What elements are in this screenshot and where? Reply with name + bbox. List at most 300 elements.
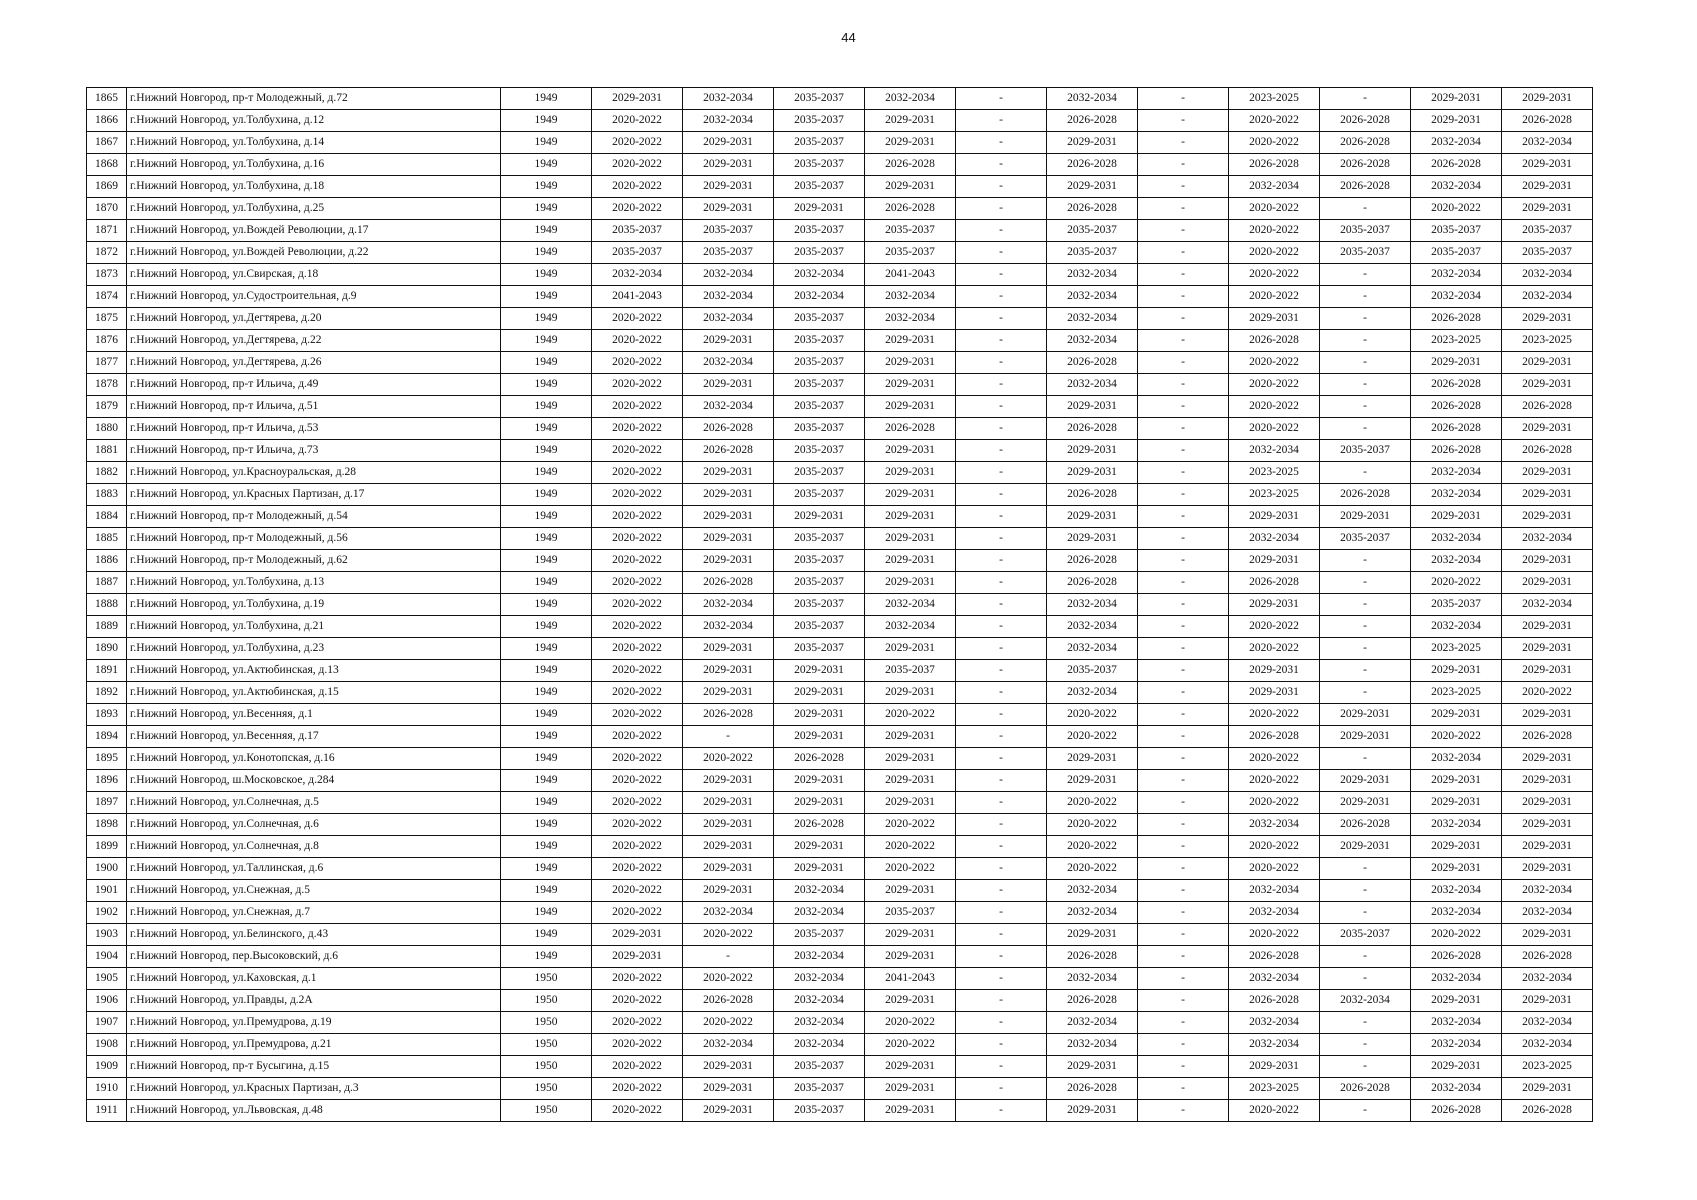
- period-cell: -: [956, 968, 1047, 990]
- build-year-cell: 1949: [501, 418, 592, 440]
- period-cell: -: [1320, 1034, 1411, 1056]
- period-cell: -: [1138, 660, 1229, 682]
- period-cell: 2029-2031: [683, 638, 774, 660]
- period-cell: 2026-2028: [1047, 110, 1138, 132]
- period-cell: -: [956, 374, 1047, 396]
- row-number-cell: 1870: [87, 198, 127, 220]
- period-cell: 2032-2034: [1502, 902, 1593, 924]
- period-cell: 2020-2022: [592, 594, 683, 616]
- period-cell: -: [1320, 308, 1411, 330]
- period-cell: -: [956, 154, 1047, 176]
- period-cell: -: [1138, 726, 1229, 748]
- period-cell: 2032-2034: [1502, 880, 1593, 902]
- period-cell: 2032-2034: [1411, 880, 1502, 902]
- period-cell: 2035-2037: [592, 220, 683, 242]
- row-number-cell: 1898: [87, 814, 127, 836]
- period-cell: -: [1138, 858, 1229, 880]
- period-cell: 2029-2031: [774, 198, 865, 220]
- row-number-cell: 1880: [87, 418, 127, 440]
- address-cell: г.Нижний Новгород, ул.Дегтярева, д.20: [127, 308, 501, 330]
- period-cell: 2020-2022: [592, 616, 683, 638]
- period-cell: 2032-2034: [774, 902, 865, 924]
- build-year-cell: 1949: [501, 814, 592, 836]
- address-cell: г.Нижний Новгород, пр-т Бусыгина, д.15: [127, 1056, 501, 1078]
- period-cell: 2032-2034: [1411, 462, 1502, 484]
- period-cell: -: [956, 770, 1047, 792]
- period-cell: 2029-2031: [592, 946, 683, 968]
- period-cell: -: [1320, 638, 1411, 660]
- period-cell: 2029-2031: [1411, 704, 1502, 726]
- period-cell: 2026-2028: [1502, 1100, 1593, 1122]
- period-cell: -: [1320, 748, 1411, 770]
- period-cell: 2029-2031: [1320, 506, 1411, 528]
- period-cell: 2023-2025: [1411, 330, 1502, 352]
- period-cell: 2032-2034: [1411, 902, 1502, 924]
- period-cell: -: [956, 682, 1047, 704]
- period-cell: 2032-2034: [865, 286, 956, 308]
- period-cell: 2032-2034: [1502, 132, 1593, 154]
- period-cell: 2026-2028: [1411, 418, 1502, 440]
- period-cell: 2020-2022: [1229, 792, 1320, 814]
- build-year-cell: 1949: [501, 308, 592, 330]
- period-cell: 2032-2034: [1411, 748, 1502, 770]
- period-cell: 2032-2034: [683, 308, 774, 330]
- period-cell: -: [1138, 880, 1229, 902]
- period-cell: 2020-2022: [1229, 132, 1320, 154]
- period-cell: 2032-2034: [1229, 880, 1320, 902]
- period-cell: 2029-2031: [865, 550, 956, 572]
- period-cell: 2035-2037: [1411, 594, 1502, 616]
- table-row: [87, 550, 1593, 572]
- period-cell: 2035-2037: [774, 1100, 865, 1122]
- period-cell: 2029-2031: [774, 792, 865, 814]
- period-cell: 2026-2028: [1047, 418, 1138, 440]
- period-cell: -: [1138, 968, 1229, 990]
- period-cell: 2020-2022: [592, 352, 683, 374]
- period-cell: 2035-2037: [774, 330, 865, 352]
- period-cell: 2020-2022: [1229, 286, 1320, 308]
- period-cell: -: [956, 330, 1047, 352]
- period-cell: -: [956, 990, 1047, 1012]
- period-cell: 2020-2022: [1229, 638, 1320, 660]
- period-cell: -: [956, 638, 1047, 660]
- period-cell: 2032-2034: [1411, 132, 1502, 154]
- period-cell: 2020-2022: [1229, 264, 1320, 286]
- period-cell: 2023-2025: [1502, 1056, 1593, 1078]
- table-row: [87, 814, 1593, 836]
- period-cell: 2032-2034: [774, 968, 865, 990]
- period-cell: 2020-2022: [1229, 396, 1320, 418]
- period-cell: 2026-2028: [683, 418, 774, 440]
- build-year-cell: 1949: [501, 88, 592, 110]
- period-cell: 2029-2031: [1047, 440, 1138, 462]
- period-cell: 2029-2031: [683, 198, 774, 220]
- period-cell: -: [1320, 198, 1411, 220]
- period-cell: -: [956, 506, 1047, 528]
- period-cell: 2029-2031: [1320, 704, 1411, 726]
- period-cell: 2032-2034: [1047, 1012, 1138, 1034]
- address-cell: г.Нижний Новгород, пр-т Молодежный, д.56: [127, 528, 501, 550]
- address-cell: г.Нижний Новгород, ул.Дегтярева, д.26: [127, 352, 501, 374]
- address-cell: г.Нижний Новгород, ул.Толбухина, д.12: [127, 110, 501, 132]
- period-cell: 2029-2031: [1502, 550, 1593, 572]
- period-cell: -: [1138, 1078, 1229, 1100]
- period-cell: -: [1138, 682, 1229, 704]
- build-year-cell: 1949: [501, 682, 592, 704]
- period-cell: -: [956, 660, 1047, 682]
- period-cell: 2020-2022: [865, 1012, 956, 1034]
- period-cell: 2020-2022: [592, 814, 683, 836]
- period-cell: 2032-2034: [1411, 1012, 1502, 1034]
- address-cell: г.Нижний Новгород, ул.Правды, д.2А: [127, 990, 501, 1012]
- row-number-cell: 1882: [87, 462, 127, 484]
- period-cell: -: [1320, 374, 1411, 396]
- build-year-cell: 1949: [501, 528, 592, 550]
- address-cell: г.Нижний Новгород, ул.Актюбинская, д.13: [127, 660, 501, 682]
- period-cell: 2029-2031: [683, 858, 774, 880]
- period-cell: 2026-2028: [1320, 814, 1411, 836]
- row-number-cell: 1883: [87, 484, 127, 506]
- period-cell: 2029-2031: [774, 836, 865, 858]
- period-cell: 2035-2037: [774, 1056, 865, 1078]
- period-cell: 2029-2031: [1502, 638, 1593, 660]
- period-cell: -: [1320, 946, 1411, 968]
- period-cell: 2026-2028: [1411, 308, 1502, 330]
- period-cell: 2029-2031: [865, 506, 956, 528]
- period-cell: 2032-2034: [1047, 264, 1138, 286]
- period-cell: 2032-2034: [1047, 880, 1138, 902]
- period-cell: -: [1138, 154, 1229, 176]
- period-cell: -: [1320, 858, 1411, 880]
- period-cell: 2029-2031: [865, 748, 956, 770]
- period-cell: 2029-2031: [683, 682, 774, 704]
- period-cell: 2023-2025: [1229, 1078, 1320, 1100]
- period-cell: -: [956, 704, 1047, 726]
- period-cell: 2026-2028: [1047, 484, 1138, 506]
- row-number-cell: 1911: [87, 1100, 127, 1122]
- period-cell: 2032-2034: [683, 1034, 774, 1056]
- period-cell: 2029-2031: [1411, 352, 1502, 374]
- period-cell: 2029-2031: [1229, 506, 1320, 528]
- period-cell: 2026-2028: [865, 198, 956, 220]
- period-cell: 2032-2034: [1502, 264, 1593, 286]
- period-cell: 2032-2034: [865, 616, 956, 638]
- period-cell: 2020-2022: [1229, 110, 1320, 132]
- period-cell: 2035-2037: [865, 902, 956, 924]
- period-cell: 2032-2034: [1229, 1034, 1320, 1056]
- period-cell: 2029-2031: [1411, 858, 1502, 880]
- period-cell: 2035-2037: [774, 418, 865, 440]
- period-cell: 2020-2022: [592, 462, 683, 484]
- period-cell: -: [956, 858, 1047, 880]
- period-cell: 2029-2031: [865, 396, 956, 418]
- row-number-cell: 1888: [87, 594, 127, 616]
- period-cell: 2026-2028: [1320, 110, 1411, 132]
- period-cell: 2029-2031: [1047, 748, 1138, 770]
- period-cell: 2029-2031: [1502, 506, 1593, 528]
- period-cell: 2020-2022: [592, 1012, 683, 1034]
- row-number-cell: 1867: [87, 132, 127, 154]
- build-year-cell: 1949: [501, 330, 592, 352]
- period-cell: 2029-2031: [1411, 660, 1502, 682]
- period-cell: 2032-2034: [1229, 440, 1320, 462]
- period-cell: -: [956, 726, 1047, 748]
- period-cell: -: [1138, 506, 1229, 528]
- build-year-cell: 1949: [501, 132, 592, 154]
- period-cell: -: [1138, 220, 1229, 242]
- build-year-cell: 1949: [501, 594, 592, 616]
- period-cell: 2026-2028: [683, 990, 774, 1012]
- build-year-cell: 1949: [501, 352, 592, 374]
- period-cell: 2026-2028: [1047, 154, 1138, 176]
- build-year-cell: 1949: [501, 242, 592, 264]
- address-cell: г.Нижний Новгород, ул.Снежная, д.5: [127, 880, 501, 902]
- period-cell: 2029-2031: [1411, 110, 1502, 132]
- table-row: [87, 1056, 1593, 1078]
- period-cell: 2020-2022: [1229, 858, 1320, 880]
- period-cell: -: [956, 242, 1047, 264]
- period-cell: 2023-2025: [1229, 484, 1320, 506]
- period-cell: 2029-2031: [683, 132, 774, 154]
- build-year-cell: 1949: [501, 880, 592, 902]
- table-row: [87, 836, 1593, 858]
- period-cell: 2029-2031: [1502, 462, 1593, 484]
- build-year-cell: 1949: [501, 286, 592, 308]
- period-cell: 2029-2031: [683, 1100, 774, 1122]
- period-cell: 2026-2028: [1047, 1078, 1138, 1100]
- period-cell: 2029-2031: [1229, 308, 1320, 330]
- period-cell: 2035-2037: [1320, 440, 1411, 462]
- period-cell: 2026-2028: [1320, 176, 1411, 198]
- period-cell: 2032-2034: [1502, 1034, 1593, 1056]
- period-cell: -: [1320, 968, 1411, 990]
- period-cell: 2032-2034: [1502, 1012, 1593, 1034]
- build-year-cell: 1949: [501, 374, 592, 396]
- period-cell: 2035-2037: [683, 220, 774, 242]
- period-cell: 2026-2028: [1502, 946, 1593, 968]
- row-number-cell: 1907: [87, 1012, 127, 1034]
- table-row: [87, 858, 1593, 880]
- period-cell: 2029-2031: [1502, 88, 1593, 110]
- period-cell: -: [1138, 748, 1229, 770]
- period-cell: 2026-2028: [1320, 484, 1411, 506]
- period-cell: 2035-2037: [1320, 220, 1411, 242]
- period-cell: -: [1320, 396, 1411, 418]
- period-cell: 2035-2037: [774, 154, 865, 176]
- period-cell: -: [1138, 528, 1229, 550]
- period-cell: -: [956, 286, 1047, 308]
- row-number-cell: 1904: [87, 946, 127, 968]
- row-number-cell: 1894: [87, 726, 127, 748]
- period-cell: -: [956, 902, 1047, 924]
- period-cell: 2029-2031: [1229, 682, 1320, 704]
- period-cell: 2032-2034: [1411, 550, 1502, 572]
- period-cell: 2035-2037: [1320, 924, 1411, 946]
- period-cell: 2032-2034: [1229, 176, 1320, 198]
- period-cell: 2035-2037: [774, 594, 865, 616]
- table-row: [87, 396, 1593, 418]
- table-row: [87, 528, 1593, 550]
- period-cell: 2020-2022: [1229, 374, 1320, 396]
- period-cell: 2032-2034: [1229, 902, 1320, 924]
- period-cell: -: [1320, 462, 1411, 484]
- period-cell: -: [956, 1100, 1047, 1122]
- period-cell: 2032-2034: [1411, 176, 1502, 198]
- build-year-cell: 1949: [501, 946, 592, 968]
- period-cell: 2032-2034: [1229, 1012, 1320, 1034]
- period-cell: 2029-2031: [1229, 594, 1320, 616]
- period-cell: 2032-2034: [683, 286, 774, 308]
- period-cell: 2023-2025: [1229, 88, 1320, 110]
- period-cell: 2029-2031: [1411, 506, 1502, 528]
- period-cell: 2029-2031: [1229, 550, 1320, 572]
- table-row: [87, 484, 1593, 506]
- period-cell: -: [1138, 572, 1229, 594]
- period-cell: 2029-2031: [865, 1078, 956, 1100]
- address-cell: г.Нижний Новгород, пр-т Ильича, д.49: [127, 374, 501, 396]
- build-year-cell: 1949: [501, 484, 592, 506]
- period-cell: 2029-2031: [683, 528, 774, 550]
- table-row: [87, 132, 1593, 154]
- period-cell: 2032-2034: [1502, 528, 1593, 550]
- period-cell: 2020-2022: [592, 308, 683, 330]
- period-cell: 2029-2031: [865, 924, 956, 946]
- period-cell: -: [1138, 1034, 1229, 1056]
- period-cell: -: [956, 528, 1047, 550]
- table-row: [87, 792, 1593, 814]
- period-cell: -: [956, 1056, 1047, 1078]
- address-cell: г.Нижний Новгород, ул.Премудрова, д.21: [127, 1034, 501, 1056]
- address-cell: г.Нижний Новгород, ул.Толбухина, д.14: [127, 132, 501, 154]
- build-year-cell: 1950: [501, 1012, 592, 1034]
- period-cell: 2035-2037: [1047, 660, 1138, 682]
- period-cell: -: [1138, 198, 1229, 220]
- build-year-cell: 1949: [501, 902, 592, 924]
- period-cell: 2029-2031: [1047, 1056, 1138, 1078]
- period-cell: -: [956, 748, 1047, 770]
- period-cell: 2026-2028: [1229, 990, 1320, 1012]
- period-cell: 2020-2022: [1502, 682, 1593, 704]
- period-cell: 2026-2028: [1047, 352, 1138, 374]
- period-cell: -: [1138, 902, 1229, 924]
- period-cell: 2026-2028: [1411, 946, 1502, 968]
- period-cell: -: [1138, 308, 1229, 330]
- period-cell: -: [1320, 352, 1411, 374]
- build-year-cell: 1949: [501, 660, 592, 682]
- period-cell: 2032-2034: [1411, 968, 1502, 990]
- period-cell: -: [956, 220, 1047, 242]
- period-cell: 2035-2037: [774, 308, 865, 330]
- period-cell: -: [956, 396, 1047, 418]
- build-year-cell: 1949: [501, 176, 592, 198]
- period-cell: 2029-2031: [1502, 198, 1593, 220]
- period-cell: 2020-2022: [1047, 792, 1138, 814]
- period-cell: 2032-2034: [774, 1034, 865, 1056]
- period-cell: 2029-2031: [1502, 616, 1593, 638]
- period-cell: 2029-2031: [774, 858, 865, 880]
- table-row: [87, 418, 1593, 440]
- period-cell: -: [1320, 594, 1411, 616]
- row-number-cell: 1873: [87, 264, 127, 286]
- period-cell: 2026-2028: [1229, 330, 1320, 352]
- period-cell: 2026-2028: [1411, 374, 1502, 396]
- period-cell: 2029-2031: [1502, 990, 1593, 1012]
- period-cell: -: [1138, 396, 1229, 418]
- period-cell: 2032-2034: [1047, 374, 1138, 396]
- period-cell: -: [1320, 880, 1411, 902]
- build-year-cell: 1949: [501, 836, 592, 858]
- period-cell: 2026-2028: [1411, 154, 1502, 176]
- period-cell: 2035-2037: [1411, 220, 1502, 242]
- period-cell: 2026-2028: [1229, 946, 1320, 968]
- address-cell: г.Нижний Новгород, ул.Красных Партизан, д.3: [127, 1078, 501, 1100]
- period-cell: 2026-2028: [1047, 550, 1138, 572]
- address-cell: г.Нижний Новгород, пр-т Ильича, д.53: [127, 418, 501, 440]
- build-year-cell: 1949: [501, 638, 592, 660]
- period-cell: 2032-2034: [1411, 1078, 1502, 1100]
- address-cell: г.Нижний Новгород, пр-т Ильича, д.51: [127, 396, 501, 418]
- period-cell: 2041-2043: [865, 264, 956, 286]
- period-cell: 2026-2028: [1411, 396, 1502, 418]
- period-cell: 2032-2034: [1047, 968, 1138, 990]
- period-cell: -: [1320, 1056, 1411, 1078]
- table-row: [87, 924, 1593, 946]
- period-cell: 2029-2031: [683, 374, 774, 396]
- period-cell: 2035-2037: [774, 396, 865, 418]
- row-number-cell: 1879: [87, 396, 127, 418]
- period-cell: 2026-2028: [1320, 132, 1411, 154]
- table-row: [87, 308, 1593, 330]
- period-cell: -: [956, 880, 1047, 902]
- period-cell: 2020-2022: [1411, 572, 1502, 594]
- period-cell: -: [956, 418, 1047, 440]
- period-cell: 2032-2034: [1502, 594, 1593, 616]
- build-year-cell: 1949: [501, 220, 592, 242]
- period-cell: 2029-2031: [774, 682, 865, 704]
- period-cell: 2029-2031: [1047, 176, 1138, 198]
- period-cell: 2020-2022: [1229, 418, 1320, 440]
- row-number-cell: 1893: [87, 704, 127, 726]
- period-cell: 2020-2022: [592, 1056, 683, 1078]
- period-cell: 2032-2034: [683, 902, 774, 924]
- period-cell: -: [956, 924, 1047, 946]
- row-number-cell: 1878: [87, 374, 127, 396]
- period-cell: 2029-2031: [1411, 792, 1502, 814]
- period-cell: 2020-2022: [592, 880, 683, 902]
- period-cell: -: [956, 550, 1047, 572]
- period-cell: 2032-2034: [683, 110, 774, 132]
- table-row: [87, 770, 1593, 792]
- table-row: [87, 440, 1593, 462]
- period-cell: -: [1138, 110, 1229, 132]
- build-year-cell: 1949: [501, 858, 592, 880]
- period-cell: 2029-2031: [774, 704, 865, 726]
- period-cell: 2029-2031: [1047, 396, 1138, 418]
- period-cell: 2029-2031: [865, 528, 956, 550]
- period-cell: 2032-2034: [865, 594, 956, 616]
- period-cell: 2035-2037: [774, 352, 865, 374]
- period-cell: -: [1320, 286, 1411, 308]
- period-cell: 2032-2034: [774, 1012, 865, 1034]
- period-cell: 2029-2031: [1047, 924, 1138, 946]
- table-row: [87, 506, 1593, 528]
- period-cell: -: [1138, 418, 1229, 440]
- period-cell: 2029-2031: [865, 726, 956, 748]
- period-cell: -: [1138, 924, 1229, 946]
- address-cell: г.Нижний Новгород, ул.Белинского, д.43: [127, 924, 501, 946]
- address-cell: г.Нижний Новгород, ул.Солнечная, д.6: [127, 814, 501, 836]
- period-cell: 2035-2037: [774, 638, 865, 660]
